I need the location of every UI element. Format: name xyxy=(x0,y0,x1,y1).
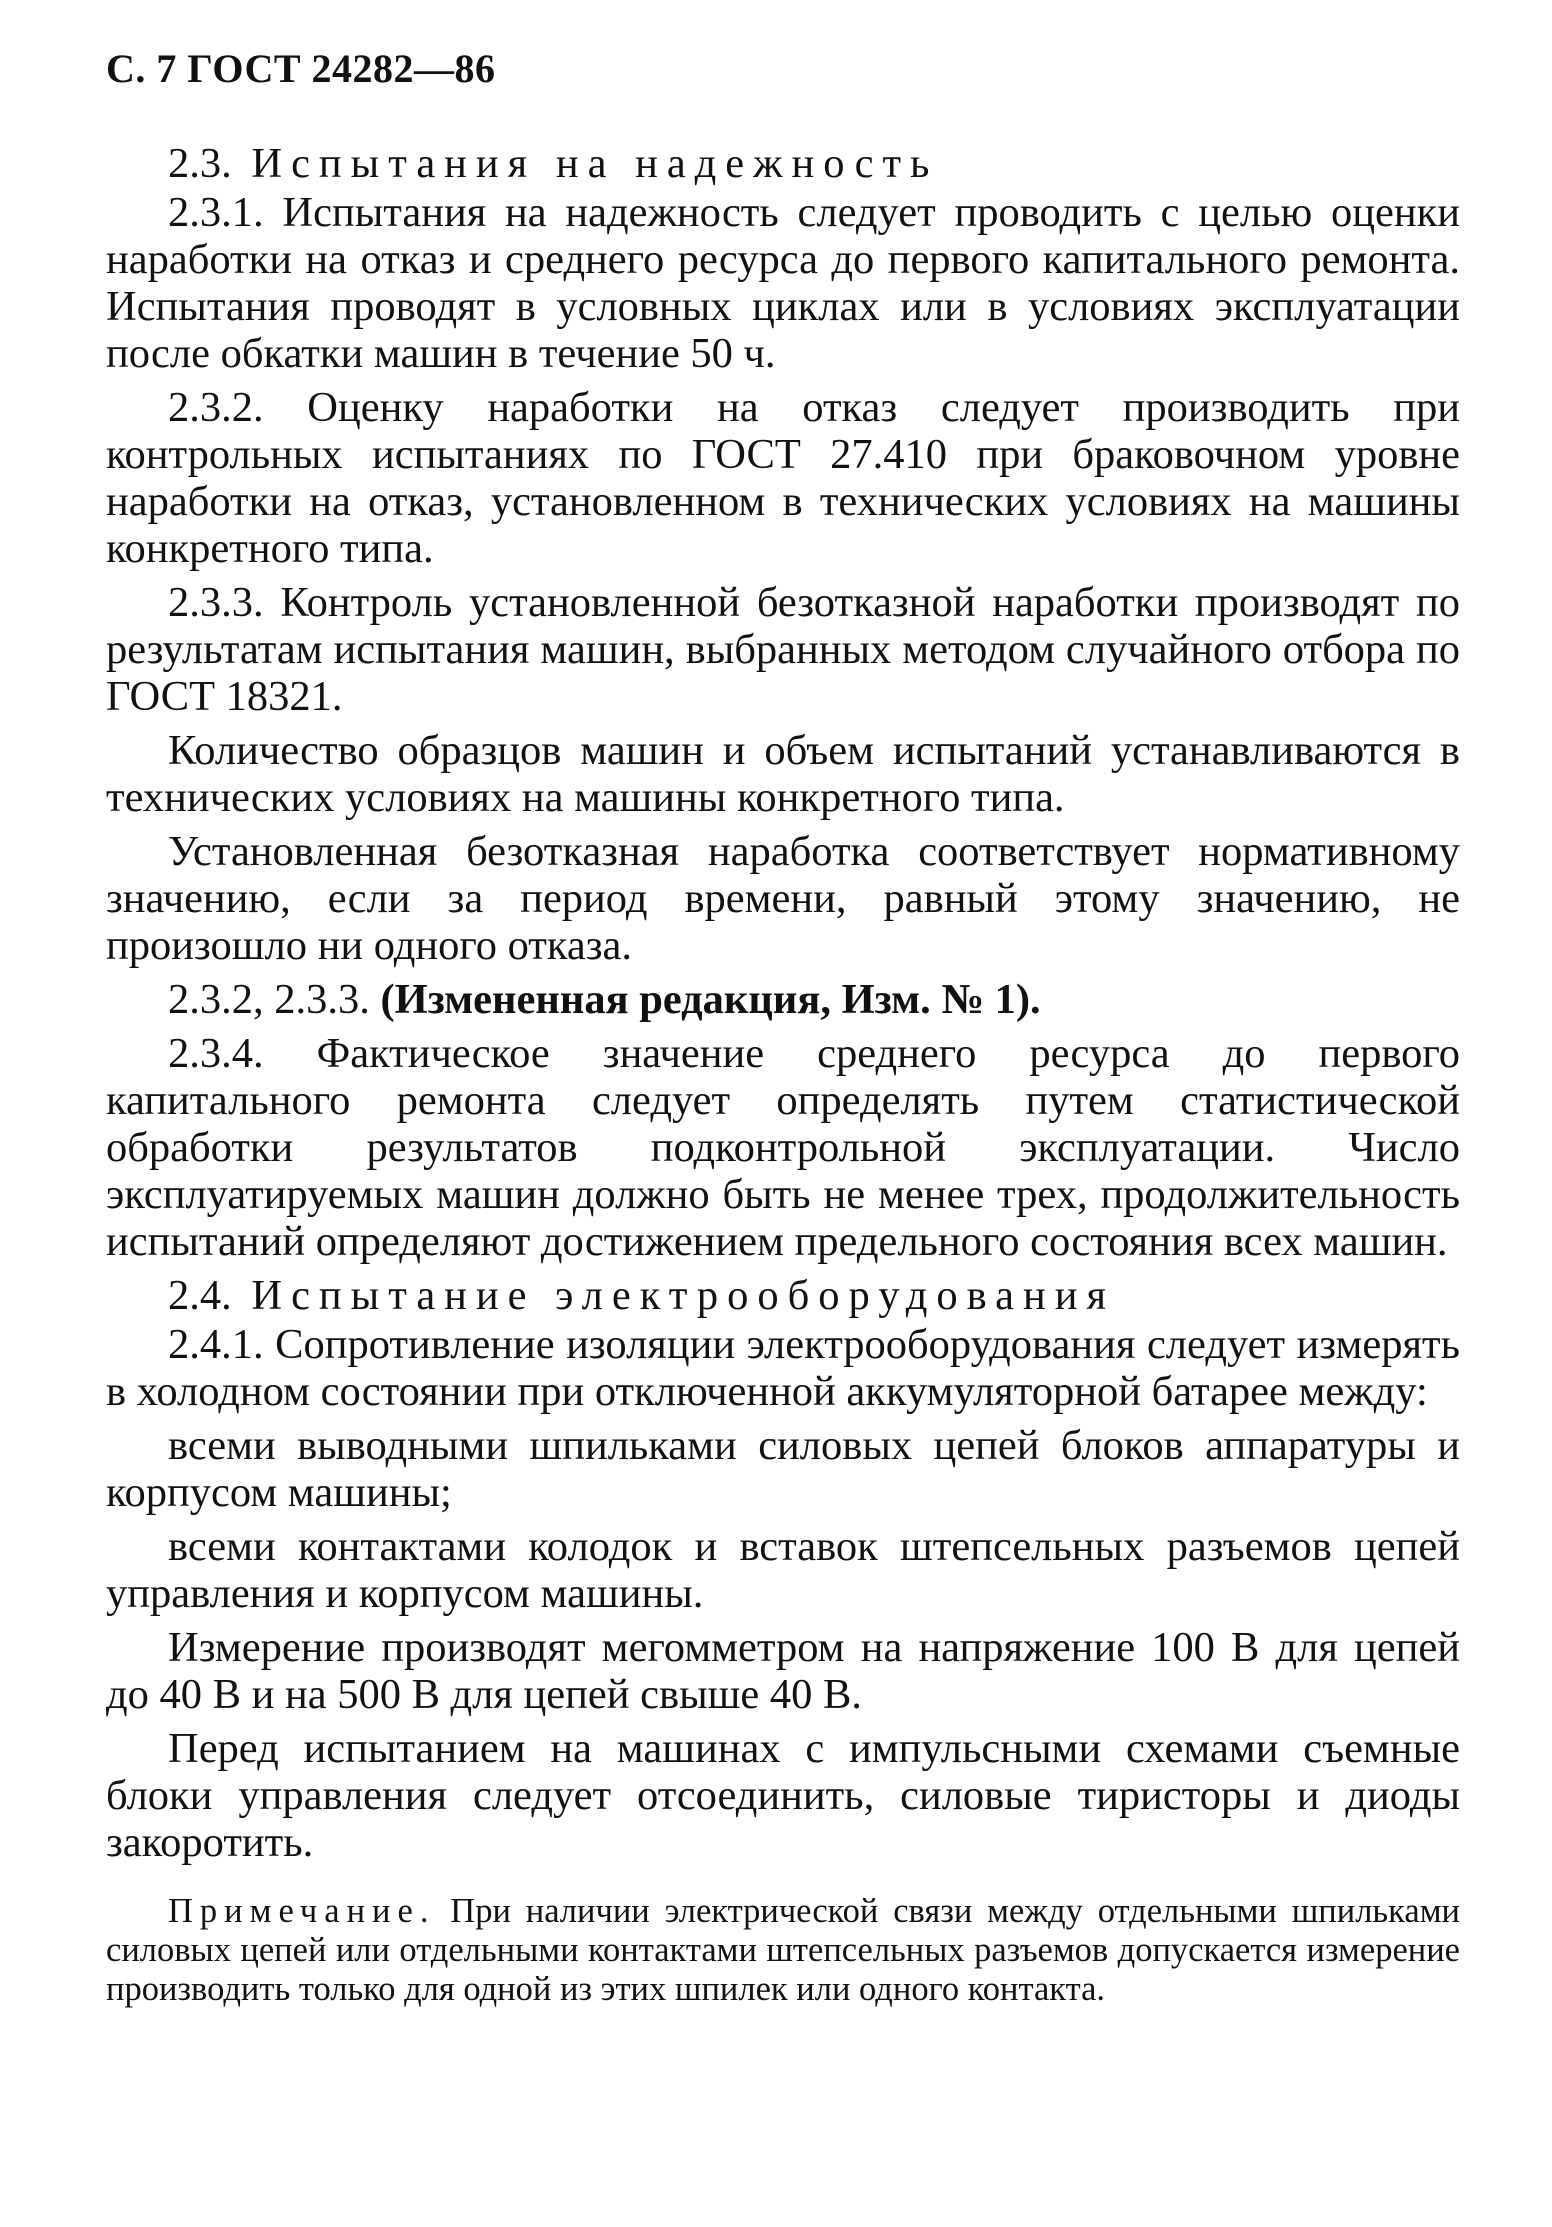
amendment-text: (Измененная редакция, Изм. № 1). xyxy=(380,976,1041,1023)
amendment-refs: 2.3.2, 2.3.3. xyxy=(168,976,370,1023)
section-title: Испытания на надежность xyxy=(251,140,939,187)
document-body xyxy=(106,140,1460,2009)
note-text: При наличии электрической связи между отдельными шпильками силовых цепей или отдельными контактами штепсельных разъемов допускается измерение производить только для одной из этих шпилек или одного контакта. xyxy=(106,1892,1460,2008)
paragraph-2-4-1: 2.4.1. Сопротивление изоляции электрооборудования следует измерять в холодном состоянии при отключенной аккумуляторной батарее между: xyxy=(106,1321,1460,1415)
page-header: С. 7 ГОСТ 24282—86 xyxy=(106,46,496,91)
section-number: 2.4. xyxy=(168,1272,232,1319)
paragraph-failure-free: Установленная безотказная наработка соответствует нормативному значению, если за период времени, равный этому значению, не произошло ни одного отказа. xyxy=(106,828,1460,969)
section-heading-2-3 xyxy=(106,140,1460,187)
paragraph-2-3-3: 2.3.3. Контроль установленной безотказной наработки производят по результатам испытания машин, выбранных методом случайного отбора по ГОСТ 18321. xyxy=(106,579,1460,720)
paragraph-2-3-1: 2.3.1. Испытания на надежность следует проводить с целью оценки наработки на отказ и среднего ресурса до первого капитального ремонта. Испытания проводят в условных циклах или в условиях эксплуатации после обкатки машин в течение 50 ч. xyxy=(106,189,1460,377)
section-heading-2-4 xyxy=(106,1272,1460,1319)
paragraph-measurement: Измерение производят мегомметром на напряжение 100 В для цепей до 40 В и на 500 В для цепей свыше 40 В. xyxy=(106,1624,1460,1718)
paragraph-2-3-2: 2.3.2. Оценку наработки на отказ следует производить при контрольных испытаниях по ГОСТ 27.410 при браковочном уровне наработки на отказ, установленном в технических условиях на машины конкретного типа. xyxy=(106,384,1460,572)
list-item-power-studs: всеми выводными шпильками силовых цепей блоков аппаратуры и корпусом машины; xyxy=(106,1422,1460,1516)
section-title: Испытание электрооборудования xyxy=(251,1272,1116,1319)
paragraph-2-3-4: 2.3.4. Фактическое значение среднего ресурса до первого капитального ремонта следует определять путем статистической обработки результатов подконтрольной эксплуатации. Число эксплуатируемых машин должно быть не менее трех, продолжительность испытаний определяют достижением предельного состояния всех машин. xyxy=(106,1030,1460,1265)
note xyxy=(106,1892,1460,2009)
section-number: 2.3. xyxy=(168,140,232,187)
amendment-note xyxy=(106,976,1460,1023)
paragraph-before-test: Перед испытанием на машинах с импульсными схемами съемные блоки управления следует отсоединить, силовые тиристоры и диоды закоротить. xyxy=(106,1725,1460,1866)
list-item-connector-contacts: всеми контактами колодок и вставок штепсельных разъемов цепей управления и корпусом машины. xyxy=(106,1523,1460,1617)
paragraph-sample-count: Количество образцов машин и объем испытаний устанавливаются в технических условиях на машины конкретного типа. xyxy=(106,727,1460,821)
note-label: Примечание. xyxy=(168,1892,436,1930)
